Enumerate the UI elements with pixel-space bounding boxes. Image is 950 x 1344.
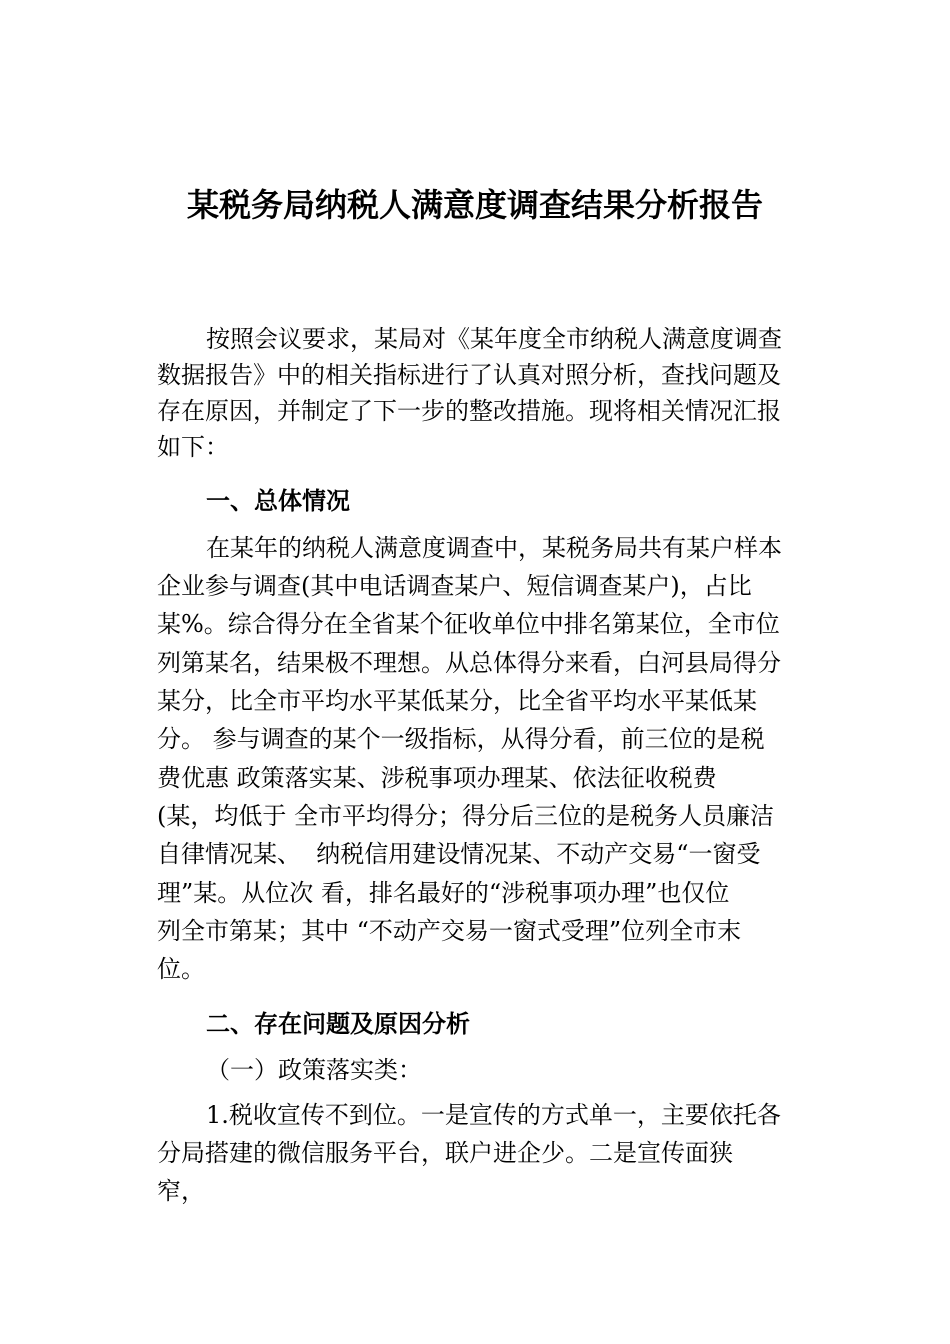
paragraph-line: 窄， [157,1177,205,1205]
paragraph-line: (某，均低于 全市平均得分；得分后三位的是税务人员廉洁 [157,802,774,830]
paragraph-line: 列全市第某；其中 “不动产交易一窗式受理”位列全市末 [157,917,742,945]
paragraph-line: 某分，比全市平均水平某低某分，比全省平均水平某低某 [157,687,757,715]
paragraph-line: 如下： [157,433,229,461]
paragraph-line: 企业参与调查(其中电话调查某户、短信调查某户)，占比 [157,572,752,600]
section-heading: 一、总体情况 [206,487,350,515]
paragraph-line: 分局搭建的微信服务平台，联户进企少。二是宣传面狭 [157,1139,733,1167]
paragraph-line: 按照会议要求，某局对《某年度全市纳税人满意度调查 [206,325,782,353]
paragraph-line: 在某年的纳税人满意度调查中，某税务局共有某户样本 [206,534,782,562]
paragraph-line: 某%。综合得分在全省某个征收单位中排名第某位，全市位 [157,610,780,638]
paragraph-line: 数据报告》中的相关指标进行了认真对照分析，查找问题及 [157,361,781,389]
paragraph-line: 分。 参与调查的某个一级指标，从得分看，前三位的是税 [157,725,765,753]
paragraph-line: 自律情况某、 纳税信用建设情况某、不动产交易“一窗受 [157,840,761,868]
paragraph-line: 位。 [157,955,205,983]
section-heading: 二、存在问题及原因分析 [206,1010,470,1038]
paragraph-line: 1.税收宣传不到位。一是宣传的方式单一，主要依托各 [206,1101,781,1129]
paragraph-line: 列第某名，结果极不理想。从总体得分来看，白河县局得分 [157,649,781,677]
paragraph-line: 存在原因，并制定了下一步的整改措施。现将相关情况汇报 [157,397,781,425]
document-title: 某税务局纳税人满意度调查结果分析报告 [186,186,763,224]
paragraph-line: 费优惠 政策落实某、涉税事项办理某、依法征收税费 [157,764,717,792]
paragraph-line: 理”某。从位次 看，排名最好的“涉税事项办理”也仅位 [157,879,730,907]
subsection-heading: （一）政策落实类： [206,1056,422,1084]
